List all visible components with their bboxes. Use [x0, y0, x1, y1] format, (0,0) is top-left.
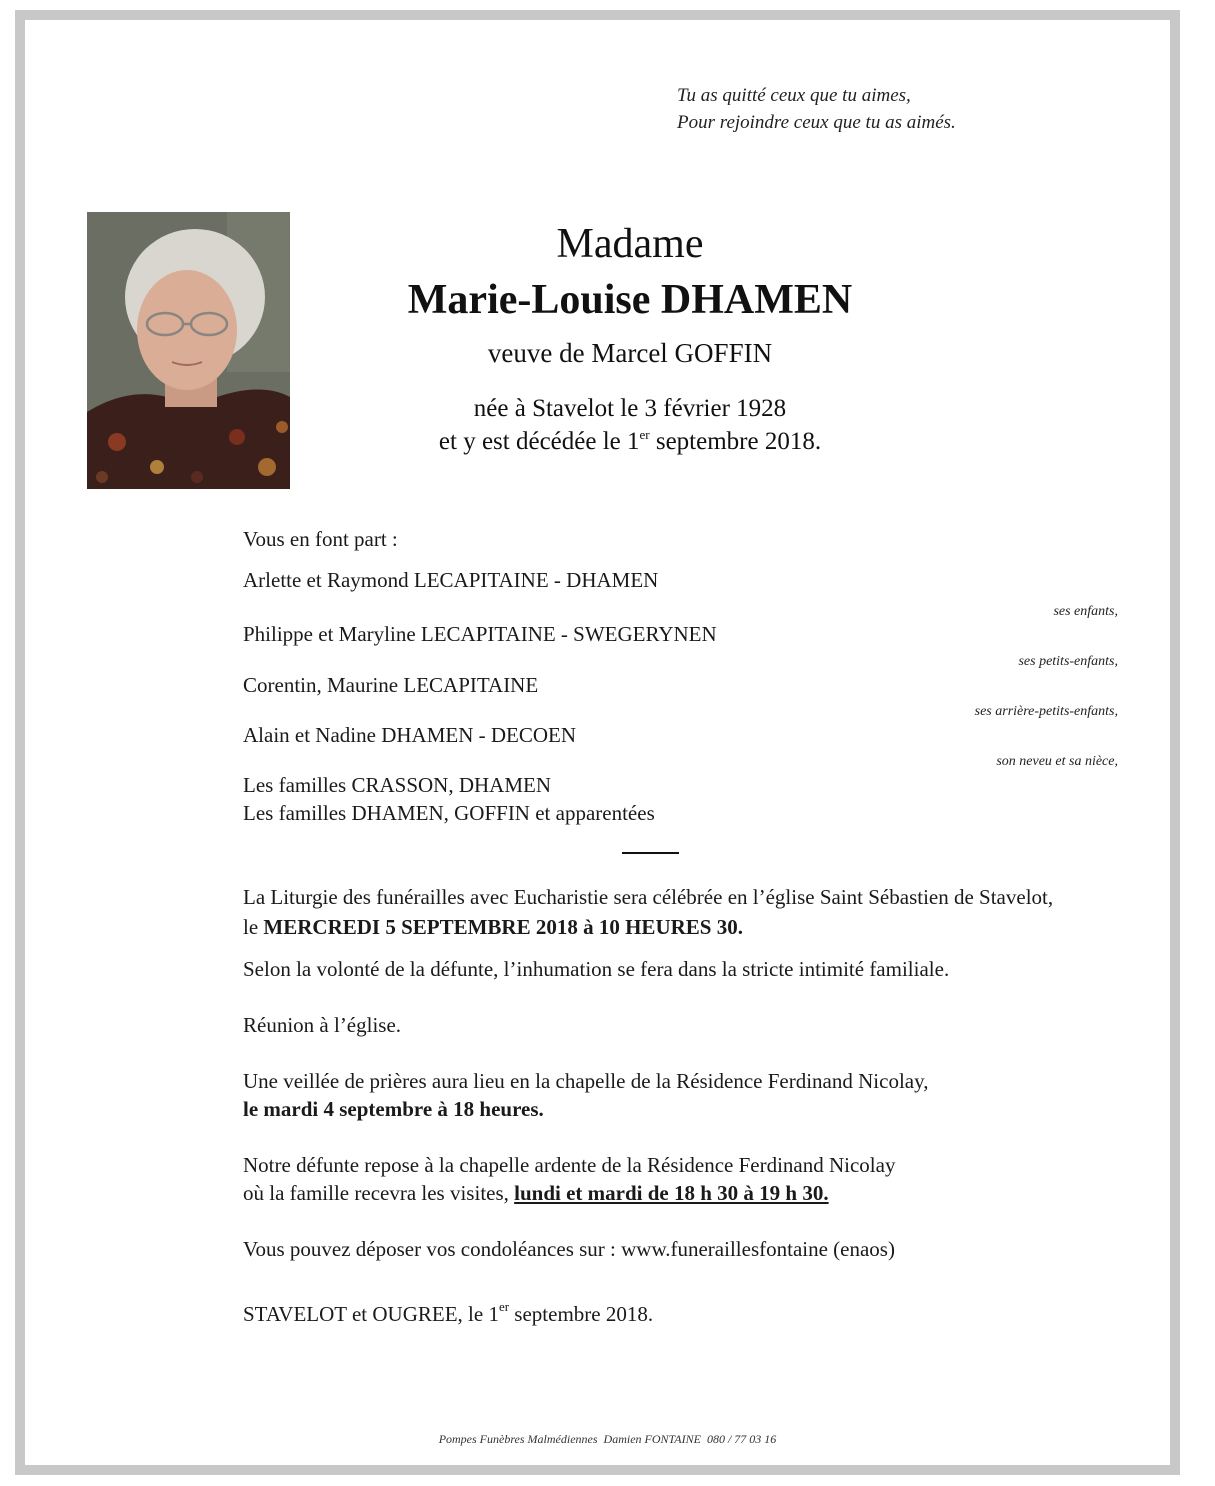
condolences-note: Vous pouvez déposer vos condoléances sur : www.funeraillesfontaine (enaos)	[243, 1237, 895, 1261]
place-date-suffix: septembre 2018.	[509, 1302, 654, 1326]
funeral-home-footer: Pompes Funèbres Malmédiennes Damien FONTAINE 080 / 77 03 16	[438, 1432, 777, 1446]
relation-children: ses enfants,	[1053, 604, 1118, 619]
rest-line-1: Notre défunte repose à la chapelle ardente de la Résidence Ferdinand Nicolay	[243, 1153, 896, 1177]
honorific: Madame	[556, 221, 704, 267]
vigil-line-1: Une veillée de prières aura lieu en la chapelle de la Résidence Ferdinand Nicolay,	[243, 1069, 929, 1093]
quote-line-1: Tu as quitté ceux que tu aimes,	[677, 85, 911, 106]
relation-nephew-niece: son neveu et sa nièce,	[996, 754, 1118, 769]
vigil-date: le mardi 4 septembre à 18 heures.	[243, 1097, 544, 1121]
portrait-photo-icon	[87, 212, 290, 489]
epitaph-quote	[677, 82, 956, 136]
widow-of: veuve de Marcel GOFFIN	[487, 338, 773, 368]
rest-line-2	[243, 1179, 829, 1207]
death-info	[320, 426, 940, 458]
section-divider	[622, 852, 679, 854]
portrait-photo	[87, 212, 290, 489]
liturgy-line-1: La Liturgie des funérailles avec Eucharistie sera célébrée en l’église Saint Sébastien de Stavelot,	[243, 885, 1054, 909]
families-line-1: Les familles CRASSON, DHAMEN	[243, 773, 551, 797]
death-info-prefix: et y est décédée le 1	[438, 428, 640, 455]
family-line-2: Philippe et Maryline LECAPITAINE - SWEGERYNEN	[243, 622, 717, 646]
place-date-prefix: STAVELOT et OUGREE, le 1	[243, 1302, 499, 1326]
place-date-sup: er	[498, 1299, 510, 1314]
quote-line-2: Pour rejoindre ceux que tu as aimés.	[677, 112, 956, 133]
liturgy-line-2	[243, 913, 743, 941]
place-date	[243, 1300, 653, 1328]
death-info-sup: er	[639, 427, 650, 442]
family-line-1: Arlette et Raymond LECAPITAINE - DHAMEN	[243, 568, 659, 592]
family-line-3: Corentin, Maurine LECAPITAINE	[243, 673, 539, 697]
relation-grandchildren: ses petits-enfants,	[1018, 654, 1118, 669]
visiting-hours: lundi et mardi de 18 h 30 à 19 h 30.	[514, 1181, 829, 1205]
liturgy-date: MERCREDI 5 SEPTEMBRE 2018 à 10 HEURES 30.	[263, 915, 743, 939]
relation-great-grandchildren: ses arrière-petits-enfants,	[974, 704, 1118, 719]
burial-note: Selon la volonté de la défunte, l’inhumation se fera dans la stricte intimité familiale.	[243, 957, 950, 981]
liturgy-prefix: le	[243, 915, 264, 939]
family-line-4: Alain et Nadine DHAMEN - DECOEN	[243, 723, 577, 747]
announcement-intro: Vous en font part :	[243, 527, 398, 551]
deceased-name: Marie-Louise DHAMEN	[407, 277, 853, 323]
rest-line-2-prefix: où la famille recevra les visites,	[243, 1181, 515, 1205]
families-line-2: Les familles DHAMEN, GOFFIN et apparentées	[243, 801, 655, 825]
meeting-note: Réunion à l’église.	[243, 1013, 402, 1037]
death-info-suffix: septembre 2018.	[649, 428, 822, 455]
birth-info: née à Stavelot le 3 février 1928	[473, 395, 787, 422]
